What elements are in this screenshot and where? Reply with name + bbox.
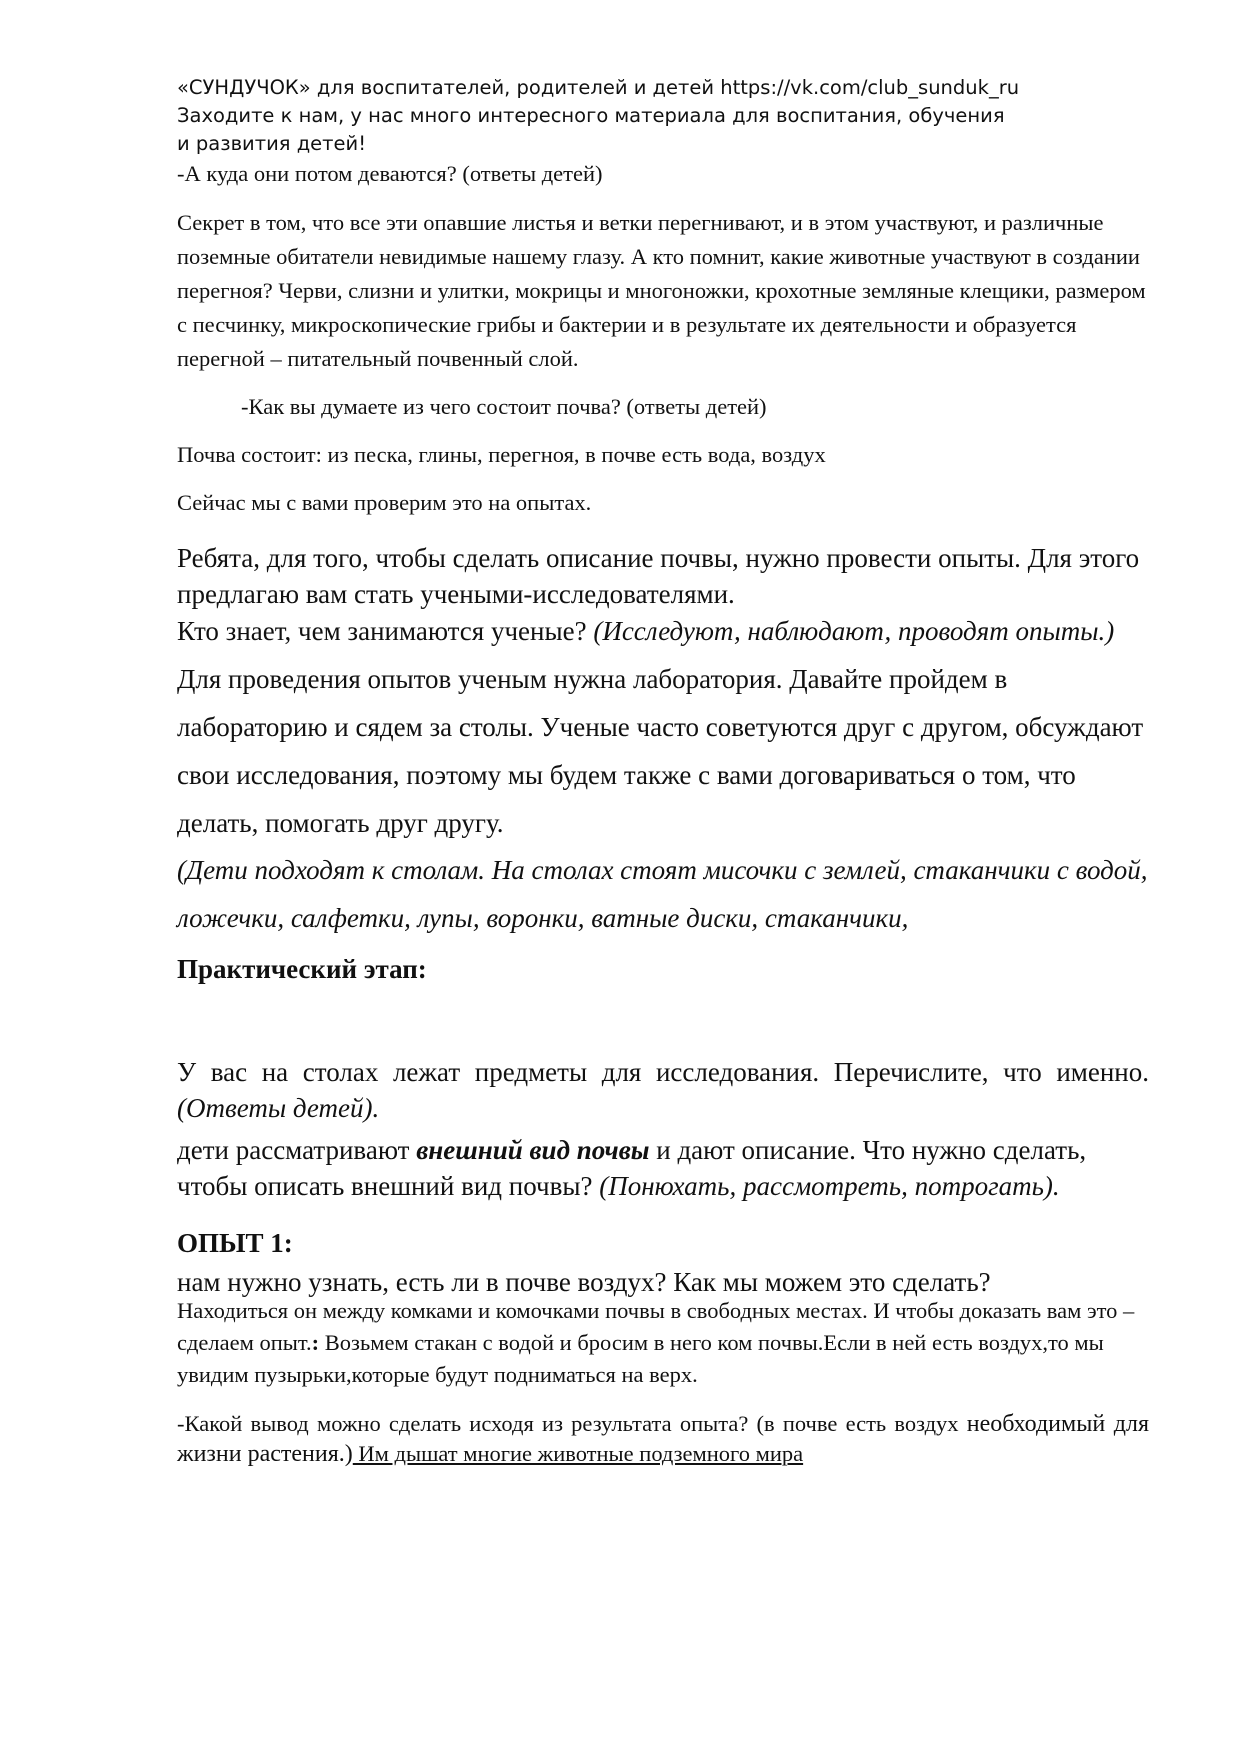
paragraph-guys: Ребята, для того, чтобы сделать описание почвы, нужно провести опыты. Для этого предлагаю вам стать учеными-исследователями. [177,543,1140,609]
heading-practical: Практический этап: [177,954,427,984]
paragraph-check: Сейчас мы с вами проверим это на опытах. [177,490,592,515]
conclusion-question: -Какой вывод можно сделать исходя из результата опыта? (в почве есть воздух [177,1411,967,1436]
conclusion-answer: необходимый для жизни растения.) [177,1411,1149,1467]
paragraph-secret: Секрет в том, что все эти опавшие листья и ветки перегнивают, и в этом участвуют, и различные поземные обитатели невидимые нашему глазу. А кто помнит, какие животные участвуют в создании перегноя? Черви, слизни и улитки, мокрицы и многоножки, крохотные земляные клещики, размером с песчинку, микроскопические грибы и бактерии и в результате их деятельности и образуется перегной – питательный почвенный слой. [177,210,1146,371]
paragraph-items [177,1054,1149,1126]
paragraph-conclusion [177,1409,1149,1469]
items-answer: (Ответы детей). [177,1093,380,1123]
lab-text: Для проведения опытов ученым нужна лаборатория. Давайте пройдем в лабораторию и сядем за столы. Ученые часто советуются друг с другом, обсуждают свои исследования, поэтому мы будем также с вами договариваться о том, что делать, помогать друг другу. [177,664,1144,838]
page-content [177,74,1149,1469]
experiment-1-text-a: Находиться он между комками и комочками почвы в свободных местах. И чтобы доказать вам это – сделаем опыт. [177,1298,1135,1355]
experiment-1-question: нам нужно узнать, есть ли в почве воздух? Как мы можем это сделать? [177,1267,991,1297]
paragraph-scientists [177,607,1149,847]
site-header [177,74,1149,158]
header-line-1: «СУНДУЧОК» для воспитателей, родителей и детей https://vk.com/club_sunduk_ru [177,76,1020,99]
look-pre: дети рассматривают [177,1135,417,1165]
experiment-1-colon: : [311,1330,320,1355]
question-where: -А куда они потом деваются? (ответы детей) [177,161,603,186]
scientists-question: Кто знает, чем занимаются ученые? [177,616,594,646]
conclusion-underlined: Им дышат многие животные подземного мира [352,1441,804,1466]
scientists-answer: (Исследуют, наблюдают, проводят опыты.) [593,616,1115,646]
look-post: и дают описание. Что нужно сделать, чтобы описать внешний вид почвы? [177,1135,1087,1201]
question-soil: -Как вы думаете из чего состоит почва? (ответы детей) [241,394,767,419]
paragraph-children-tables: (Дети подходят к столам. На столах стоят мисочки с землей, стаканчики с водой, ложечки, салфетки, лупы, воронки, ватные диски, стаканчики, [177,855,1148,933]
look-bold: внешний вид почвы [416,1135,650,1165]
experiment-1-text-b: Возьмем стакан с водой и бросим в него ком почвы.Если в ней есть воздух,то мы увидим пузырьки,которые будут подниматься на верх. [177,1330,1104,1387]
header-line-3: и развития детей! [177,132,367,155]
heading-experiment-1: ОПЫТ 1: [177,1228,293,1258]
paragraph-look [177,1132,1149,1204]
header-line-2: Заходите к нам, у нас много интересного материала для воспитания, обучения [177,104,1005,127]
paragraph-soil-consists: Почва состоит: из песка, глины, перегноя, в почве есть вода, воздух [177,442,826,467]
items-text: У вас на столах лежат предметы для исследования. Перечислите, что именно. [177,1057,1149,1087]
look-answer: (Понюхать, рассмотреть, потрогать). [599,1171,1060,1201]
experiment-1-text [177,1295,1149,1391]
